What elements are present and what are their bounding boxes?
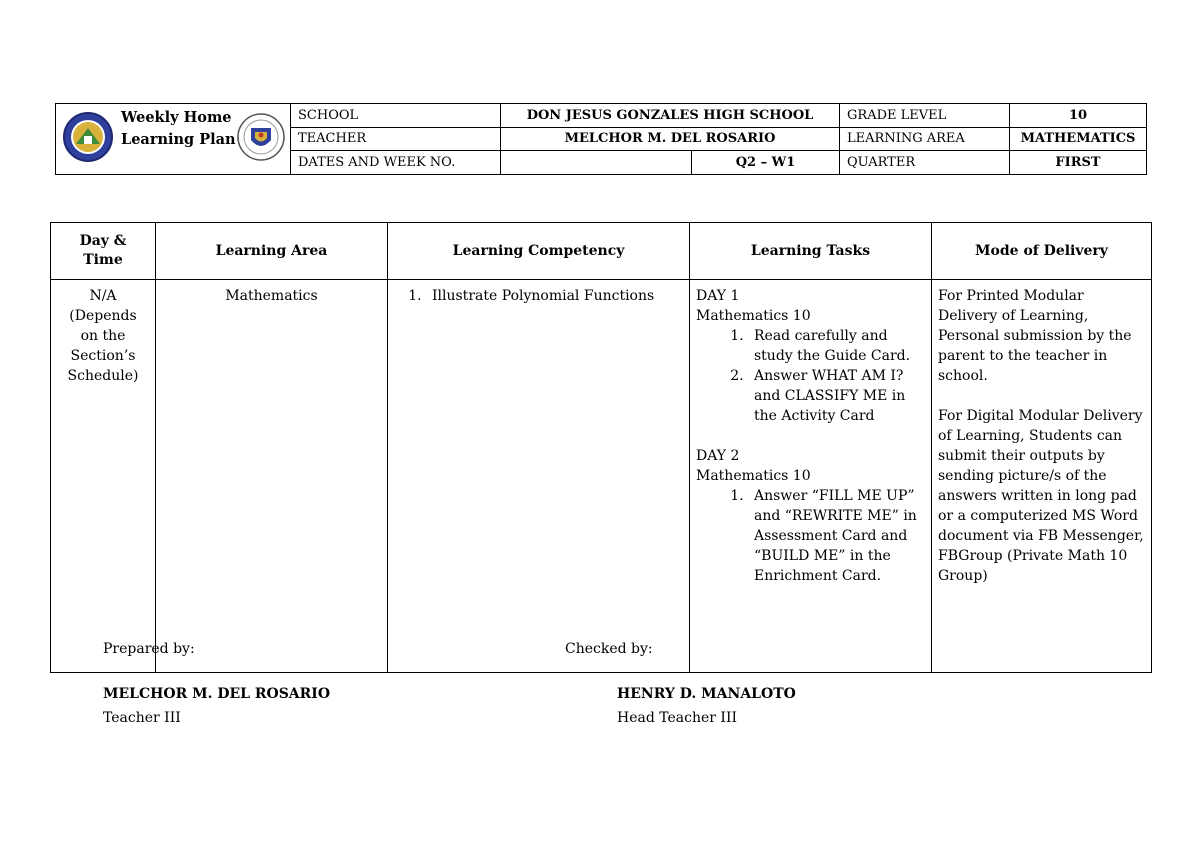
learning-area-cell: Mathematics — [156, 280, 388, 673]
quarter-label: QUARTER — [840, 151, 1010, 175]
checked-title: Head Teacher III — [617, 710, 738, 726]
task-item: 1. Answer “FILL ME UP” and “REWRITE ME” in Assessment Card and “BUILD ME” in the Enrichment Card. — [748, 486, 925, 586]
col-mode-of-delivery: Mode of Delivery — [932, 223, 1152, 280]
dates-label: DATES AND WEEK NO. — [291, 151, 501, 175]
plan-title-line2: Learning Plan — [121, 131, 236, 148]
teacher-value: MELCHOR M. DEL ROSARIO — [501, 127, 840, 151]
checked-label: Checked by: — [565, 641, 653, 657]
day-time-cell — [51, 280, 156, 673]
school-label: SCHOOL — [291, 104, 501, 128]
day-time-line: Schedule) — [67, 368, 139, 384]
col-day-time: Day & Time — [51, 223, 156, 280]
dates-value — [501, 151, 692, 175]
learning-plan-table — [50, 222, 1152, 673]
col-learning-competency: Learning Competency — [388, 223, 690, 280]
day1-subject: Mathematics 10 — [696, 308, 811, 324]
delivery-cell — [932, 280, 1152, 673]
plan-title-line1: Weekly Home — [121, 109, 232, 126]
day1-title: DAY 1 — [696, 288, 740, 304]
grade-level-label: GRADE LEVEL — [840, 104, 1010, 128]
plan-title — [121, 107, 236, 151]
tasks-cell — [690, 280, 932, 673]
day-time-line: N/A — [89, 288, 117, 304]
logo-cell — [56, 104, 291, 175]
header-table — [55, 103, 1147, 175]
day-time-line: on the — [80, 328, 126, 344]
prepared-name: MELCHOR M. DEL ROSARIO — [103, 686, 331, 702]
day-time-line: (Depends — [69, 308, 137, 324]
col-learning-area: Learning Area — [156, 223, 388, 280]
day2-subject: Mathematics 10 — [696, 468, 811, 484]
delivery-printed: For Printed Modular Delivery of Learning, Personal submission by the parent to the teacher in school. — [938, 288, 1132, 384]
learning-area-value: MATHEMATICS — [1010, 127, 1147, 151]
quarter-value: FIRST — [1010, 151, 1147, 175]
day-time-line: Section’s — [70, 348, 136, 364]
competency-cell — [388, 280, 690, 673]
checked-name: HENRY D. MANALOTO — [617, 686, 796, 702]
table-row — [51, 280, 1152, 673]
prepared-title: Teacher III — [103, 710, 181, 726]
col-learning-tasks: Learning Tasks — [690, 223, 932, 280]
learning-area-label: LEARNING AREA — [840, 127, 1010, 151]
task-item: 2. Answer WHAT AM I? and CLASSIFY ME in the Activity Card — [748, 366, 925, 426]
competency-item: 1. Illustrate Polynomial Functions — [426, 286, 683, 306]
delivery-digital: For Digital Modular Delivery of Learning, Students can submit their outputs by sending picture/s of the answers written in long pad or a computerized MS Word document via FB Messenger, FBGroup (Private Math 10 Group) — [938, 408, 1144, 584]
grade-level-value: 10 — [1010, 104, 1147, 128]
table-header-row — [51, 223, 1152, 280]
school-value: DON JESUS GONZALES HIGH SCHOOL — [501, 104, 840, 128]
teacher-label: TEACHER — [291, 127, 501, 151]
day2-title: DAY 2 — [696, 448, 740, 464]
deped-seal-icon — [236, 108, 286, 166]
week-value: Q2 – W1 — [692, 151, 840, 175]
prepared-label: Prepared by: — [103, 641, 195, 657]
school-seal-icon — [62, 108, 114, 166]
task-item: 1. Read carefully and study the Guide Card. — [748, 326, 925, 366]
